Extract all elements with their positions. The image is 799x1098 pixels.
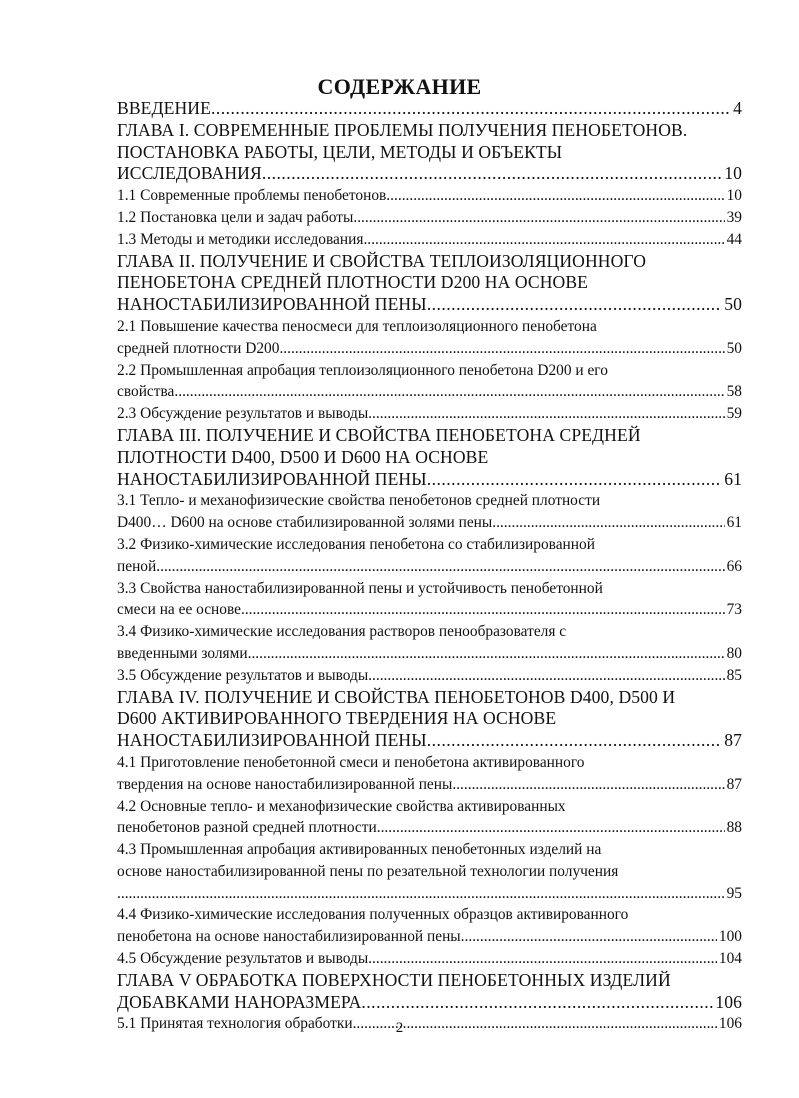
toc-chapter-entry[interactable] — [117, 120, 742, 185]
toc-entry-text-line: смеси на ее основе — [117, 601, 241, 619]
dot-leader — [427, 294, 723, 316]
toc-entry-text-line: 2.2 Промышленная апробация теплоизоляционного пенобетона D200 и его — [117, 361, 608, 379]
toc-page-number: 39 — [726, 208, 742, 226]
toc-entry-text-line: ГЛАВА III. ПОЛУЧЕНИЕ И СВОЙСТВА ПЕНОБЕТОНА СРЕДНЕЙ — [117, 424, 641, 445]
toc-entry-text-line: ГЛАВА I. СОВРЕМЕННЫЕ ПРОБЛЕМЫ ПОЛУЧЕНИЯ ПЕНОБЕТОНОВ. — [117, 119, 688, 140]
toc-entry-text-line: 1.2 Постановка цели и задач работы — [117, 208, 354, 226]
dot-leader — [156, 556, 724, 578]
toc-entry-text-line: 2.1 Повышение качества пеносмеси для теплоизоляционного пенобетона — [117, 317, 597, 335]
toc-section-entry[interactable] — [117, 948, 742, 970]
toc-entry-text-line: 3.2 Физико-химические исследования пенобетона со стабилизированной — [117, 535, 595, 553]
toc-section-entry[interactable] — [117, 207, 742, 229]
toc-page-number: 106 — [718, 1015, 742, 1033]
toc-chapter-entry[interactable] — [117, 98, 742, 120]
dot-leader — [353, 207, 724, 229]
toc-section-entry[interactable] — [117, 621, 742, 665]
toc-page-number: 73 — [726, 601, 742, 619]
toc-entry-text-line: твердения на основе наностабилизированной пены — [117, 775, 453, 793]
toc-page-number: 50 — [724, 294, 742, 315]
toc-page-number: 87 — [724, 730, 742, 751]
toc-entry-text-line: ДОБАВКАМИ НАНОРАЗМЕРА — [117, 991, 362, 1012]
toc-entry-text-line: НАНОСТАБИЛИЗИРОВАННОЙ ПЕНЫ — [117, 294, 427, 315]
toc-entry-text-line: 4.5 Обсуждение результатов и выводы — [117, 950, 369, 968]
dot-leader — [211, 98, 731, 120]
toc-section-entry[interactable] — [117, 403, 742, 425]
toc-entry-text-line: НАНОСТАБИЛИЗИРОВАННОЙ ПЕНЫ — [117, 468, 427, 489]
dot-leader — [262, 163, 722, 185]
dot-leader — [248, 643, 725, 665]
toc-section-entry[interactable] — [117, 360, 742, 404]
dot-leader — [279, 338, 724, 360]
toc-section-entry[interactable] — [117, 316, 742, 360]
toc-page-number: 10 — [724, 163, 742, 184]
toc-page-number: 61 — [724, 468, 742, 489]
toc-entry-text-line: ИССЛЕДОВАНИЯ — [117, 163, 262, 184]
toc-page-number: 4 — [733, 98, 742, 118]
toc-section-entry[interactable] — [117, 490, 742, 534]
toc-entry-text-line: пенобетона на основе наностабилизированной пены — [117, 928, 461, 946]
dot-leader — [386, 185, 724, 207]
dot-leader — [368, 948, 717, 970]
dot-leader — [241, 599, 725, 621]
dot-leader — [117, 883, 725, 905]
toc-chapter-entry[interactable] — [117, 970, 742, 1014]
toc-entry-text-line: 5.1 Принятая технология обработки — [117, 1015, 353, 1033]
toc-entry-text-line: 3.1 Тепло- и механофизические свойства пенобетонов средней плотности — [117, 492, 601, 510]
toc-page-number: 88 — [726, 819, 742, 837]
toc-entry-text-line: средней плотности D200 — [117, 339, 280, 357]
toc-page-number: 85 — [726, 666, 742, 684]
toc-entry-text-line: основе наностабилизированной пены по резательной технологии получения — [117, 862, 619, 880]
toc-entry-text-line: свойства — [117, 383, 175, 401]
toc-entry-text-line: 4.1 Приготовление пенобетонной смеси и пенобетона активированного — [117, 753, 585, 771]
toc-page-number: 59 — [726, 405, 742, 423]
toc-page-number: 66 — [726, 557, 742, 575]
toc-section-entry[interactable] — [117, 185, 742, 207]
toc-page-number: 50 — [726, 339, 742, 357]
toc-entry-text-line: 1.3 Методы и методики исследования — [117, 230, 364, 248]
toc-page-number: 80 — [726, 644, 742, 662]
toc-entry-text-line: ГЛАВА V ОБРАБОТКА ПОВЕРХНОСТИ ПЕНОБЕТОННЫХ ИЗДЕЛИЙ — [117, 969, 671, 990]
toc-entry-text-line: пеной — [117, 557, 157, 575]
dot-leader — [427, 730, 723, 752]
toc-entry-text-line: ВВЕДЕНИЕ — [117, 98, 211, 118]
toc-page-number: 10 — [726, 187, 742, 205]
toc-entry-text-line: ПЛОТНОСТИ D400, D500 И D600 НА ОСНОВЕ — [117, 446, 489, 467]
toc-entry-text-line: 3.4 Физико-химические исследования растворов пенообразователя с — [117, 623, 567, 641]
toc-page-number: 87 — [726, 775, 742, 793]
toc-entry-text-line: введенными золями — [117, 644, 248, 662]
toc-section-entry[interactable] — [117, 534, 742, 578]
toc-entry-text-line: 2.3 Обсуждение результатов и выводы — [117, 405, 369, 423]
toc-section-entry[interactable] — [117, 904, 742, 948]
dot-leader — [174, 381, 724, 403]
toc-entry-text-line: 3.3 Свойства наностабилизированной пены и устойчивость пенобетонной — [117, 579, 603, 597]
dot-leader — [368, 403, 724, 425]
dot-leader — [368, 665, 724, 687]
toc-entry-text-line: 4.4 Физико-химические исследования полученных образцов активированного — [117, 906, 629, 924]
toc-entry-text-line: НАНОСТАБИЛИЗИРОВАННОЙ ПЕНЫ — [117, 730, 427, 751]
toc-page-number: 95 — [726, 884, 742, 902]
toc-section-entry[interactable] — [117, 665, 742, 687]
toc-entry-text-line: D400… D600 на основе стабилизированной золями пены — [117, 514, 493, 532]
toc-chapter-entry[interactable] — [117, 687, 742, 752]
toc-entry-text-line: пенобетонов разной средней плотности — [117, 819, 377, 837]
toc-section-entry[interactable] — [117, 578, 742, 622]
page-number: 2 — [395, 1020, 404, 1036]
page-title: СОДЕРЖАНИЕ — [317, 74, 482, 99]
toc-page-number: 106 — [715, 991, 742, 1012]
toc-entry-text-line: 4.2 Основные тепло- и механофизические свойства активированных — [117, 797, 566, 815]
toc-page-number: 104 — [718, 950, 742, 968]
toc-chapter-entry[interactable] — [117, 251, 742, 316]
toc-entry-text-line: 4.3 Промышленная апробация активированных пенобетонных изделий на — [117, 841, 602, 859]
toc-section-entry[interactable] — [117, 839, 742, 904]
dot-leader — [363, 229, 724, 251]
toc-page-number: 58 — [726, 383, 742, 401]
dot-leader — [492, 512, 724, 534]
toc-section-entry[interactable] — [117, 752, 742, 796]
dot-leader — [461, 926, 717, 948]
toc-section-entry[interactable] — [117, 229, 742, 251]
toc-entry-text-line: D600 АКТИВИРОВАННОГО ТВЕРДЕНИЯ НА ОСНОВЕ — [117, 708, 557, 729]
toc-entry-text-line: ГЛАВА IV. ПОЛУЧЕНИЕ И СВОЙСТВА ПЕНОБЕТОНОВ D400, D500 И — [117, 686, 676, 707]
table-of-contents — [117, 98, 742, 1035]
toc-page-number: 61 — [726, 514, 742, 532]
toc-entry-text-line: ПЕНОБЕТОНА СРЕДНЕЙ ПЛОТНОСТИ D200 НА ОСНОВЕ — [117, 272, 589, 293]
toc-page-number: 100 — [718, 928, 742, 946]
toc-entry-text-line: 3.5 Обсуждение результатов и выводы — [117, 666, 369, 684]
toc-entry-text-line: 1.1 Современные проблемы пенобетонов — [117, 187, 387, 205]
dot-leader — [361, 992, 713, 1014]
toc-section-entry[interactable] — [117, 796, 742, 840]
toc-entry-text-line: ПОСТАНОВКА РАБОТЫ, ЦЕЛИ, МЕТОДЫ И ОБЪЕКТЫ — [117, 141, 563, 162]
toc-chapter-entry[interactable] — [117, 425, 742, 490]
toc-entry-text-line: ГЛАВА II. ПОЛУЧЕНИЕ И СВОЙСТВА ТЕПЛОИЗОЛЯЦИОННОГО — [117, 250, 647, 271]
dot-leader — [427, 469, 723, 491]
dot-leader — [452, 774, 724, 796]
toc-page-number: 44 — [726, 230, 742, 248]
dot-leader — [377, 817, 725, 839]
